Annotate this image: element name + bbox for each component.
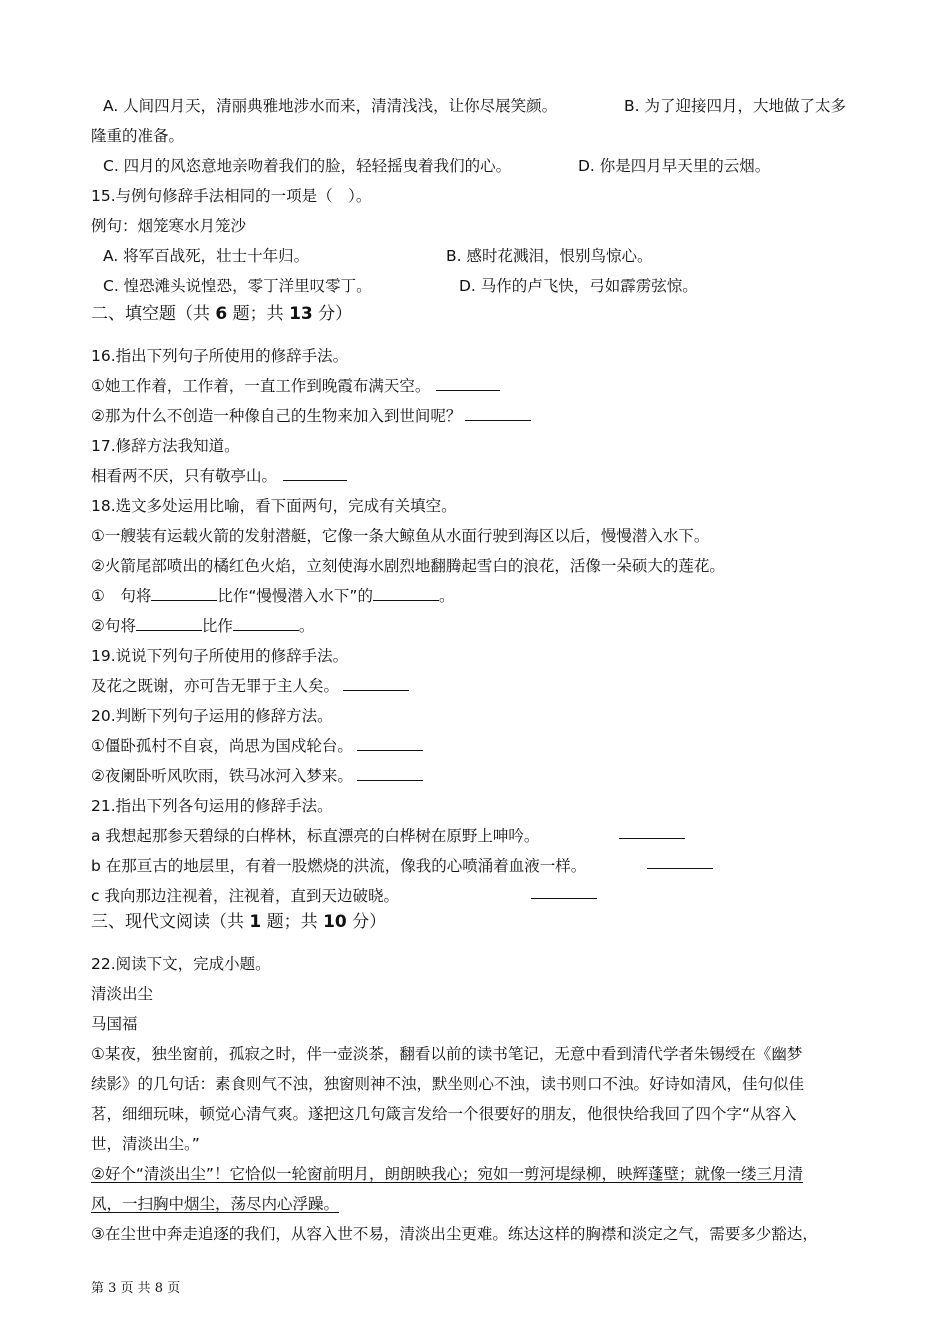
answer-blank[interactable] — [136, 616, 202, 631]
q15-stem: 15.与例句修辞手法相同的一项是（ ）。 — [91, 187, 372, 205]
paragraph-1-line-4: 世，清淡出尘。” — [91, 1135, 200, 1153]
paragraph-1-line-3: 茗，细细玩味，顿觉心清气爽。遂把这几句箴言发给一个很要好的朋友，他很快给我回了四个字“从容入 — [91, 1105, 797, 1123]
q21-stem: 21.指出下列各句运用的修辞手法。 — [91, 797, 333, 815]
q17-sentence: 相看两不厌，只有敬亭山。 — [91, 466, 347, 486]
q20-sentence-1: ①僵卧孤村不自哀，尚思为国戍轮台。 — [91, 736, 423, 756]
article-title: 清淡出尘 — [91, 985, 154, 1003]
q21-sentence-b: b 在那亘古的地层里，有着一股燃烧的洪流，像我的心喷涌着血液一样。 — [91, 857, 587, 875]
q14-option-b: B. 为了迎接四月，大地做了太多 — [624, 97, 846, 115]
q18-fill-1: ① 句将 比作“慢慢潜入水下”的 。 — [91, 587, 455, 605]
q19-stem: 19.说说下列句子所使用的修辞手法。 — [91, 647, 349, 665]
paragraph-1-line-1: ①某夜，独坐窗前，孤寂之时，伴一壶淡茶，翻看以前的读书笔记，无意中看到清代学者朱锡绶在《幽梦 — [91, 1045, 803, 1063]
section-2-heading: 二、填空题（共 6 题；共 13 分） — [91, 304, 353, 324]
q14-option-c: C. 四月的风恣意地亲吻着我们的脸，轻轻摇曳着我们的心。 — [103, 157, 512, 175]
answer-blank[interactable] — [343, 676, 409, 691]
answer-blank[interactable] — [373, 586, 439, 601]
paragraph-1-line-2: 续影》的几句话：素食则气不浊，独窗则神不浊，默坐则心不浊，读书则口不浊。好诗如清风，佳句似佳 — [91, 1075, 805, 1093]
q16-sentence-2: ②那为什么不创造一种像自己的生物来加入到世间呢？ — [91, 406, 531, 426]
section-3-heading: 三、现代文阅读（共 1 题；共 10 分） — [91, 912, 387, 932]
q18-stem: 18.选文多处运用比喻，看下面两句，完成有关填空。 — [91, 497, 457, 515]
q16-sentence-1: ①她工作着，工作着，一直工作到晚霞布满天空。 — [91, 376, 500, 396]
q18-sentence-2: ②火箭尾部喷出的橘红色火焰，立刻使海水剧烈地翻腾起雪白的浪花，活像一朵硕大的莲花。 — [91, 557, 725, 575]
answer-blank[interactable] — [233, 616, 299, 631]
paragraph-2-line-2: 风，一扫胸中烟尘，荡尽内心浮躁。 — [91, 1195, 340, 1213]
q18-sentence-1: ①一艘装有运载火箭的发射潜艇，它像一条大鲸鱼从水面行驶到海区以后，慢慢潜入水下。 — [91, 527, 710, 545]
q18-fill-2: ②句将 比作 。 — [91, 617, 315, 635]
answer-blank[interactable] — [357, 736, 423, 751]
q14-option-a: A. 人间四月天，清丽典雅地涉水而来，清清浅浅，让你尽展笑颜。 — [103, 97, 558, 115]
q15-option-c: C. 惶恐滩头说惶恐，零丁洋里叹零丁。 — [103, 277, 372, 295]
q21-sentence-c: c 我向那边注视着，注视着，直到天边破晓。 — [91, 887, 399, 905]
paragraph-3-line-1: ③在尘世中奔走追逐的我们，从容入世不易，清淡出尘更难。练达这样的胸襟和淡定之气，需要多少豁达， — [91, 1225, 818, 1243]
answer-blank[interactable] — [531, 884, 597, 899]
q15-option-b: B. 感时花溅泪，恨别鸟惊心。 — [446, 247, 653, 265]
q19-sentence: 及花之既谢，亦可告无罪于主人矣。 — [91, 676, 409, 696]
q15-example: 例句：烟笼寒水月笼沙 — [91, 217, 247, 235]
q14-option-b-continued: 隆重的准备。 — [91, 127, 185, 145]
q15-option-a: A. 将军百战死，壮士十年归。 — [103, 247, 310, 265]
q16-stem: 16.指出下列句子所使用的修辞手法。 — [91, 347, 349, 365]
answer-blank[interactable] — [283, 466, 347, 481]
answer-blank[interactable] — [619, 824, 685, 839]
answer-blank[interactable] — [465, 406, 531, 421]
article-author: 马国福 — [91, 1015, 138, 1033]
q22-stem: 22.阅读下文，完成小题。 — [91, 955, 271, 973]
q17-stem: 17.修辞方法我知道。 — [91, 437, 240, 455]
answer-blank[interactable] — [647, 854, 713, 869]
q20-sentence-2: ②夜阑卧听风吹雨，铁马冰河入梦来。 — [91, 766, 423, 786]
answer-blank[interactable] — [151, 586, 217, 601]
q14-option-d: D. 你是四月早天里的云烟。 — [578, 157, 771, 175]
q20-stem: 20.判断下列句子运用的修辞方法。 — [91, 707, 333, 725]
q21-sentence-a: a 我想起那参天碧绿的白桦林，标直漂亮的白桦树在原野上呻吟。 — [91, 827, 540, 845]
paragraph-2-line-1: ②好个“清淡出尘”！它恰似一轮窗前明月，朗朗映我心；宛如一剪河堤绿柳，映辉蓬壁；就像一缕三月清 — [91, 1165, 803, 1183]
answer-blank[interactable] — [436, 376, 500, 391]
answer-blank[interactable] — [357, 766, 423, 781]
q15-option-d: D. 马作的卢飞快，弓如霹雳弦惊。 — [459, 277, 698, 295]
page-footer: 第 3 页 共 8 页 — [91, 1281, 181, 1296]
